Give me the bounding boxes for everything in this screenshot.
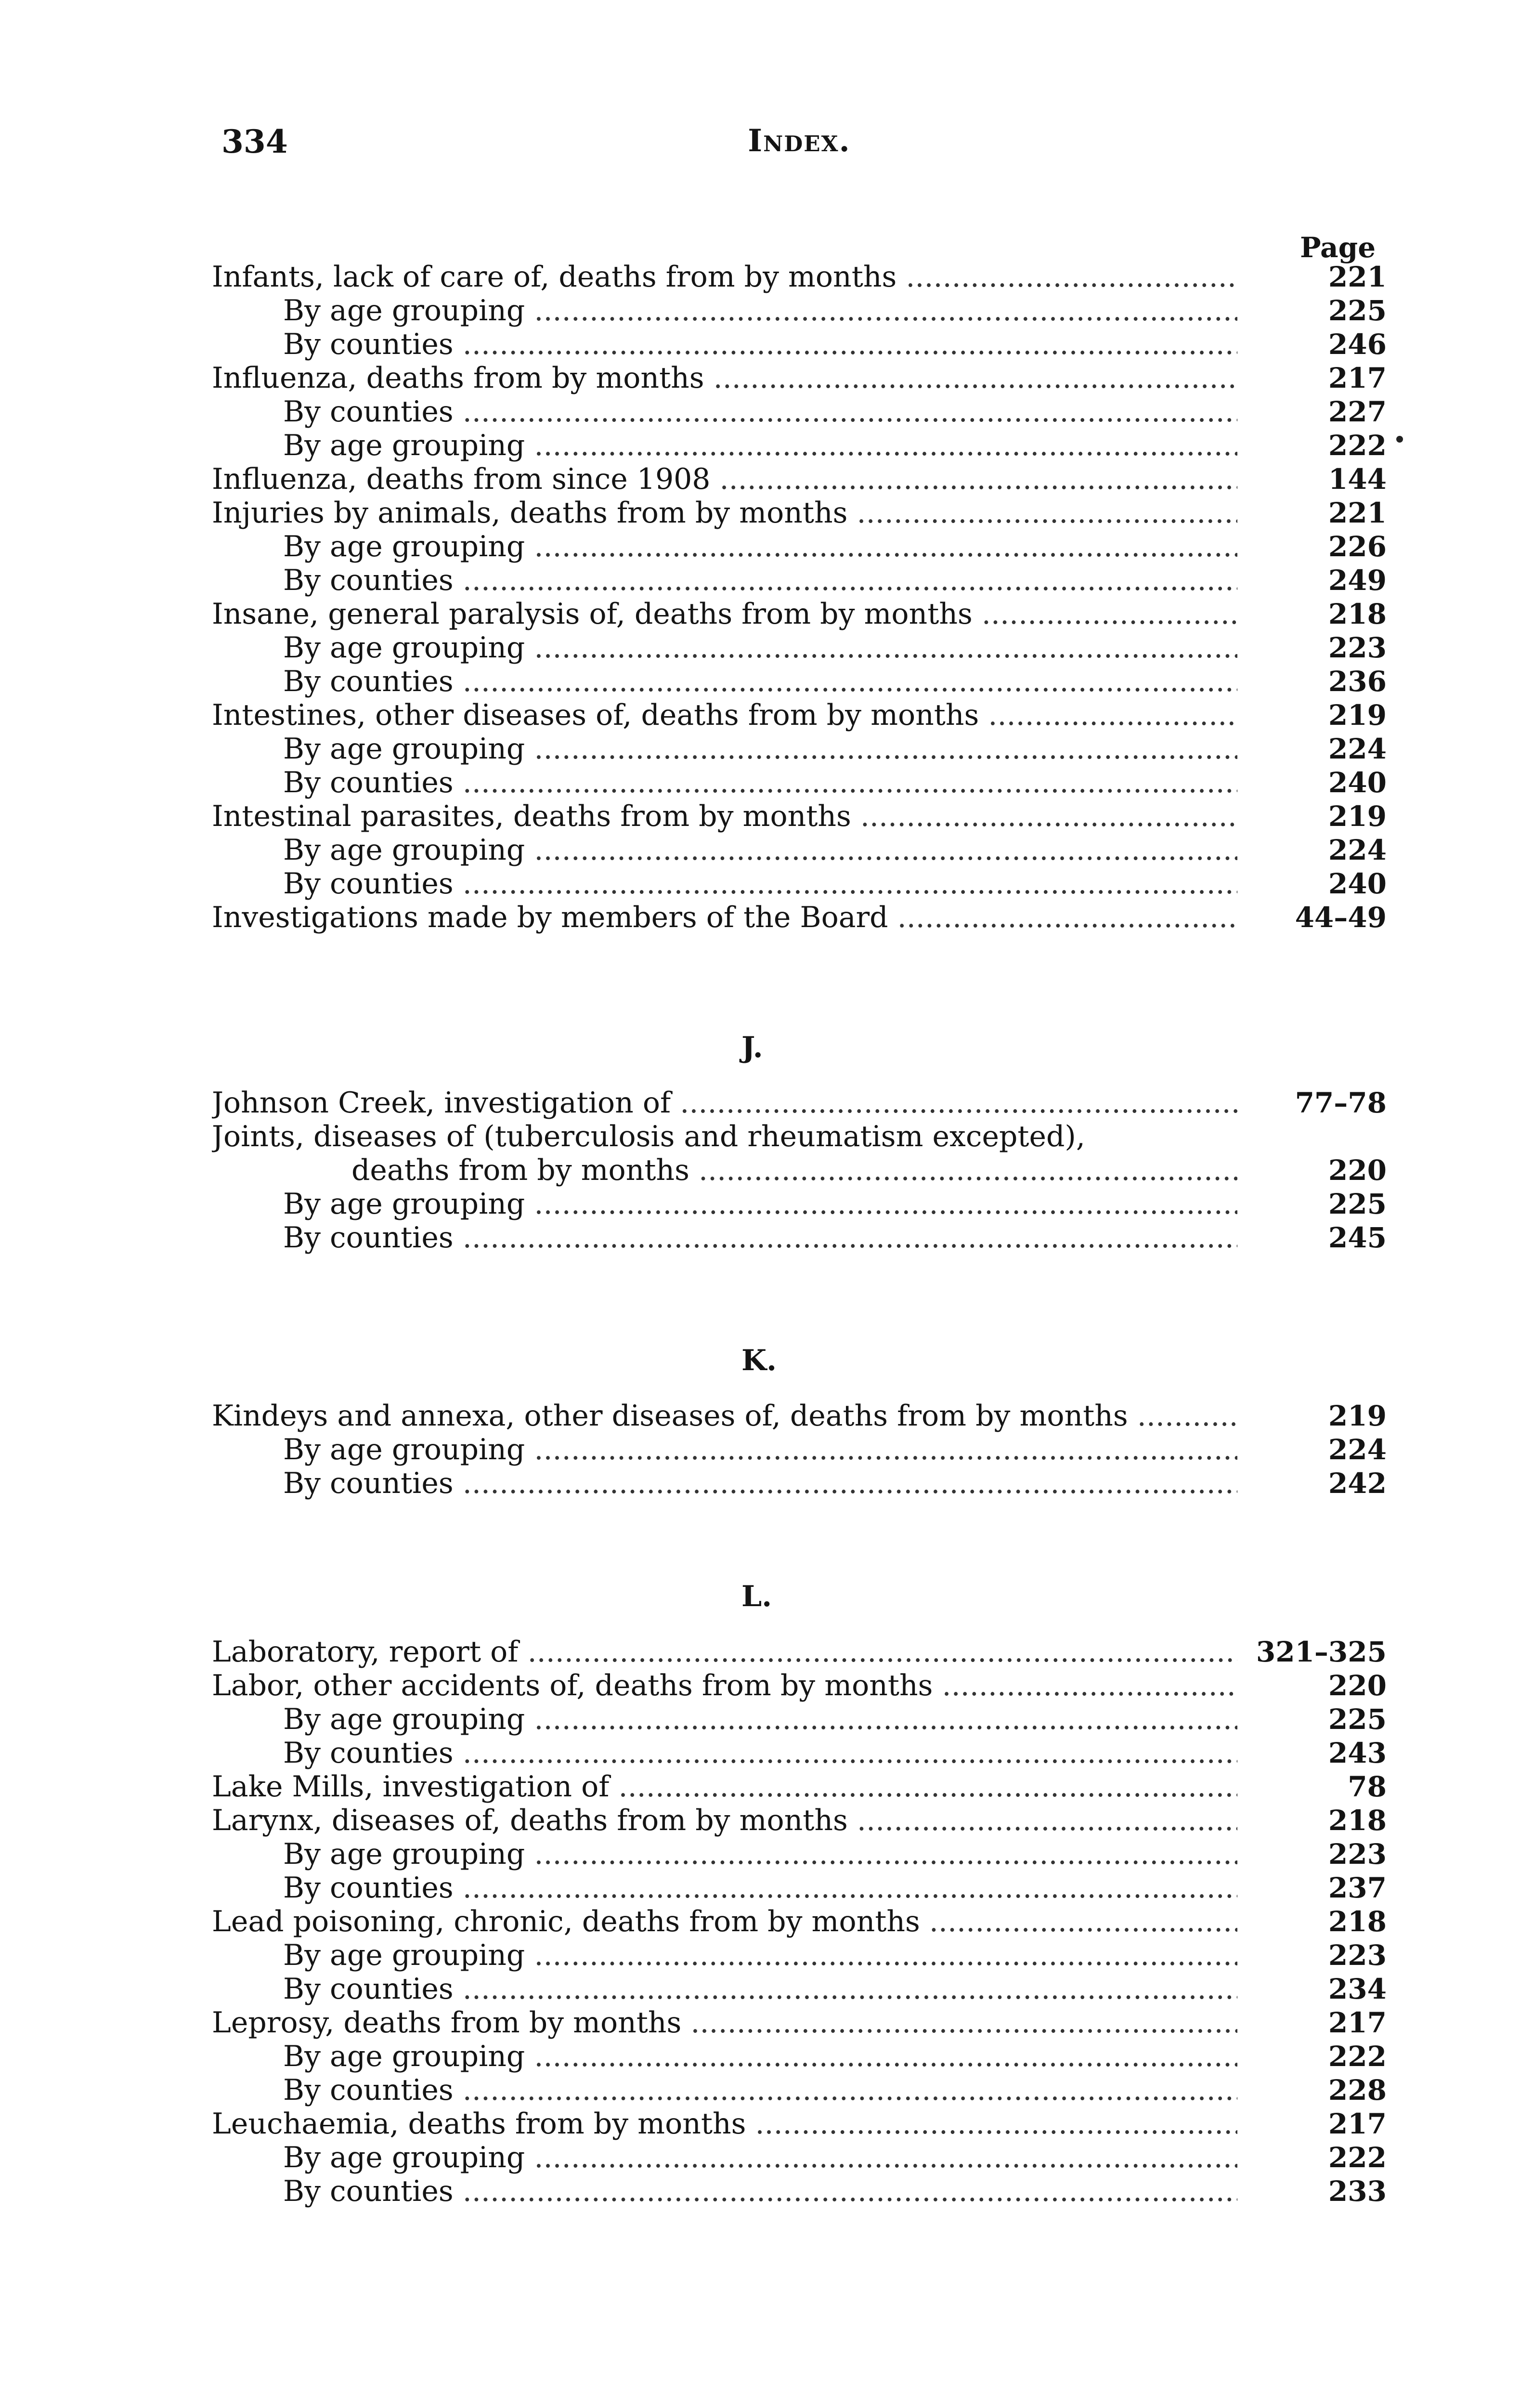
entry-text: Lake Mills, investigation of .....	[212, 1770, 1237, 1804]
entry-page: 228	[1328, 2074, 1387, 2107]
entry-page: 222	[1328, 2141, 1387, 2174]
entry-text: By counties .....	[283, 1972, 1237, 2006]
index-entry	[212, 496, 1387, 530]
entry-text: By age grouping .....	[283, 1702, 1237, 1736]
entry-text: By counties .....	[283, 867, 1237, 901]
index-entry	[212, 1905, 1387, 1938]
entry-page: 217	[1328, 2006, 1387, 2039]
index-entry	[212, 530, 1387, 563]
entry-page: 223	[1328, 1838, 1387, 1871]
entry-page: 225	[1328, 1188, 1387, 1220]
entry-text: Injuries by animals, deaths from by months .....	[212, 496, 1237, 530]
index-entry	[212, 1086, 1387, 1120]
entry-page: 144	[1328, 463, 1387, 496]
entry-page: 224	[1328, 733, 1387, 765]
entry-text: Insane, general paralysis of, deaths from by months .....	[212, 597, 1237, 631]
ink-dot	[1396, 436, 1403, 443]
entry-page: 227	[1328, 395, 1387, 428]
entry-text: Labor, other accidents of, deaths from by months .....	[212, 1669, 1237, 1702]
entry-text: By counties .....	[283, 395, 1237, 429]
index-entry	[212, 1187, 1387, 1221]
entry-text: By counties .....	[283, 2174, 1237, 2208]
entry-text: Infants, lack of care of, deaths from by months .....	[212, 260, 1237, 294]
index-entry	[212, 1702, 1387, 1736]
page-column-label: Page	[1300, 231, 1376, 264]
entry-text: By age grouping .....	[283, 2141, 1237, 2174]
index-entry	[212, 2174, 1387, 2208]
entry-text: deaths from by months .....	[351, 1153, 1237, 1187]
index-entry	[212, 867, 1387, 901]
index-entry	[212, 1770, 1387, 1804]
entry-page: 223	[1328, 631, 1387, 664]
section-letter: K.	[741, 1344, 777, 1377]
entry-page: 240	[1328, 867, 1387, 900]
page-header	[221, 123, 1377, 171]
entry-text: Laboratory, report of .....	[212, 1635, 1237, 1669]
index-section	[212, 260, 1387, 934]
index-entry	[212, 2107, 1387, 2141]
entry-page: 234	[1328, 1973, 1387, 2005]
index-entry	[212, 1433, 1387, 1466]
entry-page: 245	[1328, 1221, 1387, 1254]
index-entry	[212, 327, 1387, 361]
index-entry	[212, 260, 1387, 294]
entry-page: 237	[1328, 1871, 1387, 1904]
entry-page: 218	[1328, 1804, 1387, 1837]
entry-text: By counties .....	[283, 1221, 1237, 1255]
entry-page: 219	[1328, 699, 1387, 732]
index-entry	[212, 1972, 1387, 2006]
index-entry	[212, 361, 1387, 395]
entry-text: Kindeys and annexa, other diseases of, deaths from by months .....	[212, 1399, 1237, 1433]
entry-page: 77–78	[1295, 1086, 1387, 1119]
section-letter: L.	[741, 1580, 772, 1613]
section-letter: J.	[741, 1031, 763, 1064]
index-entry	[212, 563, 1387, 597]
entry-text: By age grouping .....	[283, 833, 1237, 867]
index-section	[212, 1086, 1387, 1255]
index-entry	[212, 1736, 1387, 1770]
entry-page: 243	[1328, 1737, 1387, 1769]
entry-page: 221	[1328, 497, 1387, 529]
entry-page: 224	[1328, 1433, 1387, 1466]
entry-page: 220	[1328, 1154, 1387, 1187]
entry-text: Influenza, deaths from since 1908 .....	[212, 462, 1237, 496]
index-entry	[212, 2073, 1387, 2107]
page-title: Index.	[748, 123, 851, 159]
entry-text: Intestinal parasites, deaths from by months .....	[212, 799, 1237, 833]
index-entry	[212, 395, 1387, 429]
entry-text: By age grouping .....	[283, 631, 1237, 665]
entry-page: 249	[1328, 564, 1387, 597]
entry-text: By counties .....	[283, 2073, 1237, 2107]
entry-page: 44–49	[1295, 901, 1387, 934]
entry-page: 217	[1328, 2107, 1387, 2140]
index-section	[212, 1399, 1387, 1500]
entry-page: 240	[1328, 766, 1387, 799]
entry-page: 222	[1328, 429, 1387, 462]
entry-text: Joints, diseases of (tuberculosis and rheumatism excepted),	[212, 1120, 1085, 1153]
entry-text: By counties .....	[283, 1466, 1237, 1500]
entry-text: By counties .....	[283, 563, 1237, 597]
entry-text: By age grouping .....	[283, 732, 1237, 766]
entry-page: 246	[1328, 328, 1387, 361]
index-entry	[212, 1153, 1387, 1187]
entry-text: Investigations made by members of the Board .....	[212, 901, 1237, 934]
entry-page: 218	[1328, 1905, 1387, 1938]
entry-page: 78	[1348, 1770, 1387, 1803]
index-entry	[212, 1221, 1387, 1255]
entry-text: Larynx, diseases of, deaths from by months .....	[212, 1804, 1237, 1837]
index-entry	[212, 1466, 1387, 1500]
index-entry	[212, 833, 1387, 867]
index-entry	[212, 1871, 1387, 1905]
entry-text: Leprosy, deaths from by months .....	[212, 2006, 1237, 2040]
entry-text: By counties .....	[283, 1736, 1237, 1770]
entry-page: 224	[1328, 834, 1387, 866]
entry-text: By age grouping .....	[283, 1433, 1237, 1466]
entry-text: Johnson Creek, investigation of .....	[212, 1086, 1237, 1120]
index-entry	[212, 2006, 1387, 2040]
index-entry	[212, 462, 1387, 496]
page-number: 334	[221, 123, 288, 160]
index-entry	[212, 698, 1387, 732]
index-entry	[212, 1938, 1387, 1972]
index-entry	[212, 2141, 1387, 2174]
entry-page: 321–325	[1256, 1636, 1387, 1668]
index-entry	[212, 1635, 1387, 1669]
entry-page: 218	[1328, 598, 1387, 630]
entry-page: 219	[1328, 1400, 1387, 1432]
entry-page: 221	[1328, 261, 1387, 293]
index-entry	[212, 665, 1387, 698]
index-entry	[212, 766, 1387, 799]
entry-text: By counties .....	[283, 1871, 1237, 1905]
entry-text: By age grouping .....	[283, 1837, 1237, 1871]
entry-text: By age grouping .....	[283, 2040, 1237, 2073]
index-entry	[212, 1837, 1387, 1871]
entry-page: 226	[1328, 530, 1387, 563]
index-entry	[212, 732, 1387, 766]
index-entry	[212, 799, 1387, 833]
index-section	[212, 1635, 1387, 2208]
entry-page: 242	[1328, 1467, 1387, 1500]
entry-text: Leuchaemia, deaths from by months .....	[212, 2107, 1237, 2141]
entry-page: 236	[1328, 665, 1387, 698]
index-entry	[212, 1804, 1387, 1837]
entry-text: By counties .....	[283, 327, 1237, 361]
index-entry	[212, 1399, 1387, 1433]
entry-text: By counties .....	[283, 766, 1237, 799]
entry-page: 219	[1328, 800, 1387, 833]
entry-text: Influenza, deaths from by months .....	[212, 361, 1237, 395]
entry-text: By counties .....	[283, 665, 1237, 698]
entry-text: Lead poisoning, chronic, deaths from by months .....	[212, 1905, 1237, 1938]
entry-text: By age grouping .....	[283, 429, 1237, 462]
entry-page: 223	[1328, 1939, 1387, 1972]
entry-page: 233	[1328, 2175, 1387, 2208]
entry-text: By age grouping .....	[283, 530, 1237, 563]
entry-text: By age grouping .....	[283, 1938, 1237, 1972]
index-entry	[212, 2040, 1387, 2073]
entry-page: 225	[1328, 1703, 1387, 1736]
index-entry	[212, 901, 1387, 934]
index-entry	[212, 597, 1387, 631]
entry-text: Intestines, other diseases of, deaths from by months .....	[212, 698, 1237, 732]
index-entry	[212, 429, 1387, 462]
entry-page: 222	[1328, 2040, 1387, 2073]
index-entry	[212, 1669, 1387, 1702]
index-entry	[212, 1120, 1387, 1153]
entry-page: 217	[1328, 362, 1387, 394]
index-entry	[212, 294, 1387, 327]
entry-page: 225	[1328, 294, 1387, 327]
index-entry	[212, 631, 1387, 665]
entry-page: 220	[1328, 1669, 1387, 1702]
entry-text: By age grouping .....	[283, 294, 1237, 327]
entry-text: By age grouping .....	[283, 1187, 1237, 1221]
